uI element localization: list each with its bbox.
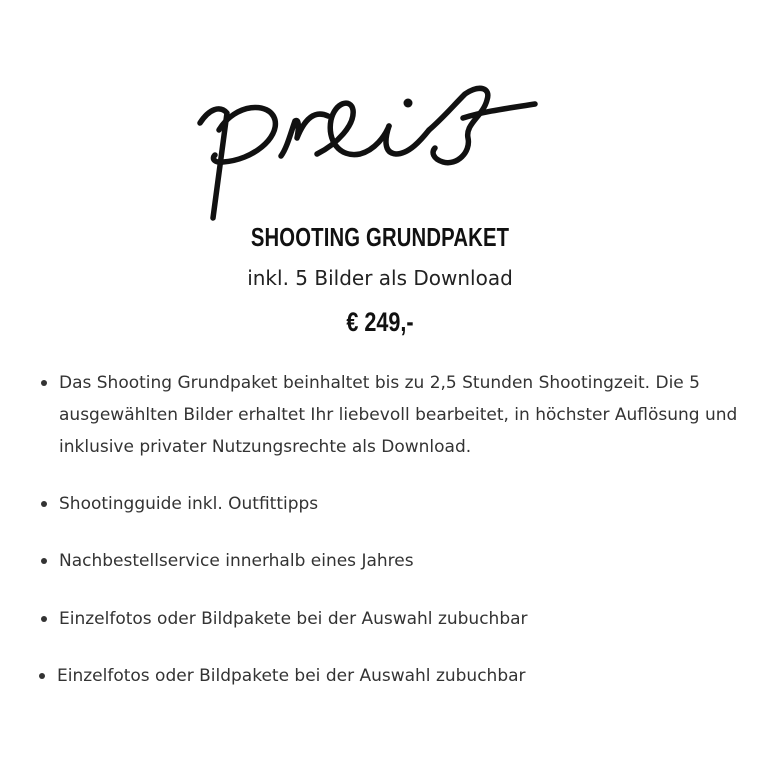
package-subtitle: inkl. 5 Bilder als Download <box>247 266 513 290</box>
bullet-icon <box>39 673 45 679</box>
feature-text: Einzelfotos oder Bildpakete bei der Auswahl zubuchbar <box>59 609 528 629</box>
feature-text: Nachbestellservice innerhalb eines Jahres <box>59 551 414 571</box>
feature-item-reorder-service <box>40 545 739 577</box>
feature-item-extra-photos-duplicate <box>38 660 737 692</box>
feature-text: Einzelfotos oder Bildpakete bei der Auswahl zubuchbar <box>57 666 526 686</box>
feature-item-shooting-time <box>40 367 739 463</box>
bullet-icon <box>41 380 47 386</box>
package-price: € 249,- <box>346 307 414 337</box>
feature-item-extra-photos <box>40 603 739 635</box>
feature-text: Shootingguide inkl. Outfittipps <box>59 494 319 514</box>
bullet-icon <box>41 501 47 507</box>
bullet-icon <box>41 616 47 622</box>
feature-item-shooting-guide <box>40 488 739 520</box>
bullet-icon <box>41 558 47 564</box>
package-title: SHOOTING GRUNDPAKET <box>250 222 510 252</box>
feature-text: Das Shooting Grundpaket beinhaltet bis zu 2,5 Stunden Shootingzeit. Die 5 ausgewählten Bilder erhaltet Ihr liebevoll bearbeitet, in höchster Auflösung und inklusive privater Nutzungsrechte als Download. <box>59 373 738 457</box>
